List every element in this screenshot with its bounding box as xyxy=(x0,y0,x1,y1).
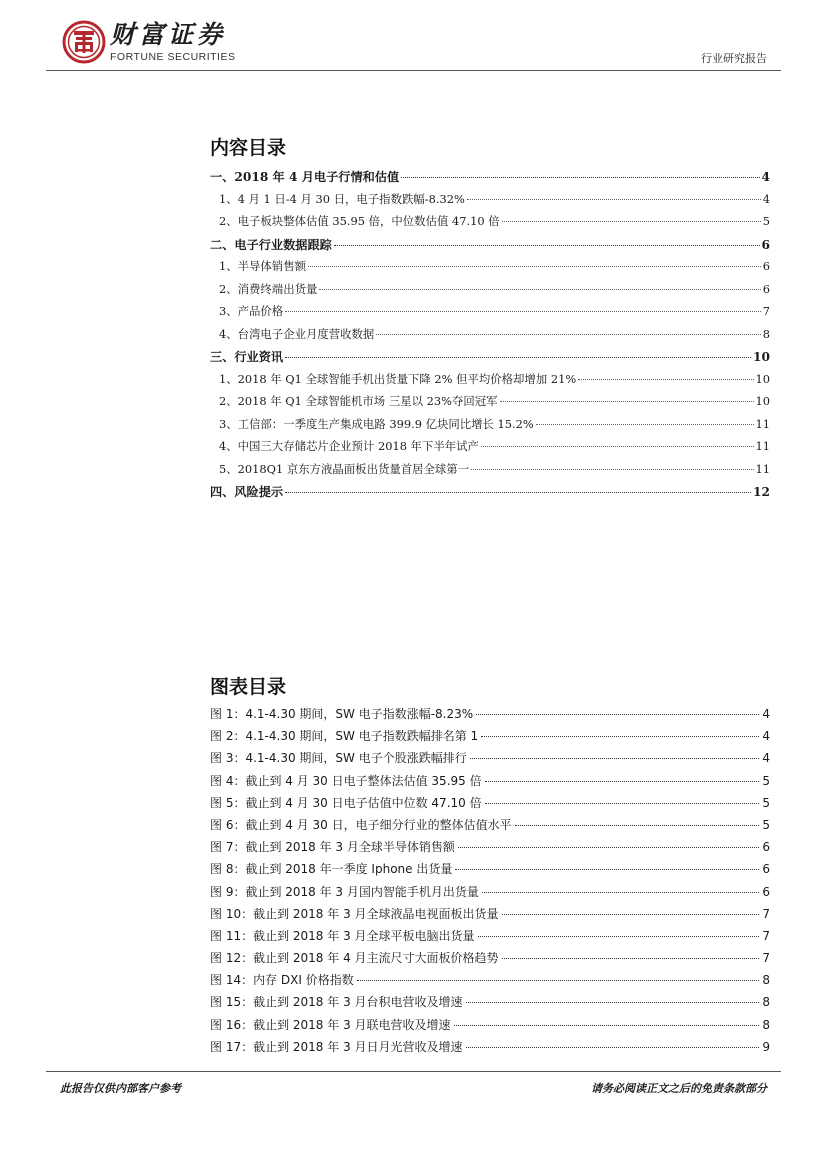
figure-entry-page: 6 xyxy=(762,862,770,877)
figure-entry-page: 7 xyxy=(762,906,770,921)
figure-entry[interactable] xyxy=(210,905,770,927)
toc-subsection-entry-page: 8 xyxy=(762,326,770,341)
figure-entry[interactable] xyxy=(210,883,770,905)
figure-entry-page: 7 xyxy=(762,928,770,943)
figure-entry[interactable] xyxy=(210,794,770,816)
dot-leader xyxy=(334,245,760,246)
toc-subsection-entry-page: 11 xyxy=(755,461,770,476)
toc-subsection-entry[interactable] xyxy=(210,258,770,281)
dot-leader xyxy=(502,221,761,222)
toc-subsection-entry-page: 5 xyxy=(762,214,770,228)
dot-leader xyxy=(500,401,754,402)
header-divider xyxy=(46,70,781,71)
toc-subsection-entry-text: 5、2018Q1 京东方液晶面板出货量首居全球第一 xyxy=(219,461,470,476)
dot-leader xyxy=(578,379,753,380)
brand-name-en: FORTUNE SECURITIES xyxy=(110,51,236,63)
figure-entry[interactable] xyxy=(210,927,770,949)
dot-leader xyxy=(476,714,759,715)
figure-entry[interactable] xyxy=(210,816,770,838)
figure-entry-text: 图 12：截止到 2018 年 4 月主流尺寸大面板价格趋势 xyxy=(210,951,499,966)
dot-leader xyxy=(471,469,753,470)
figure-entry-page: 5 xyxy=(762,773,770,788)
toc-subsection-entry-page: 11 xyxy=(755,416,770,431)
figure-entry-text: 图 10：截止到 2018 年 3 月全球液晶电视面板出货量 xyxy=(210,906,499,921)
dot-leader xyxy=(485,803,760,804)
dot-leader xyxy=(285,357,751,358)
figure-entry[interactable] xyxy=(210,749,770,771)
figure-entry-text: 图 7：截止到 2018 年 3 月全球半导体销售额 xyxy=(210,840,455,855)
toc-subsection-entry[interactable] xyxy=(210,371,770,394)
figure-entry-page: 4 xyxy=(762,729,770,744)
figure-entry-text: 图 14：内存 DXI 价格指数 xyxy=(210,973,354,988)
toc-subsection-entry-page: 4 xyxy=(762,191,770,206)
dot-leader xyxy=(478,936,760,937)
table-of-contents xyxy=(210,168,770,506)
figure-entry[interactable] xyxy=(210,949,770,971)
toc-section-entry[interactable] xyxy=(210,483,770,506)
dot-leader xyxy=(481,446,754,447)
figure-entry-text: 图 9：截止到 2018 年 3 月国内智能手机月出货量 xyxy=(210,884,479,899)
toc-section-entry[interactable] xyxy=(210,168,770,191)
dot-leader xyxy=(455,869,759,870)
toc-subsection-entry-text: 1、半导体销售额 xyxy=(219,259,306,273)
figure-entry-page: 8 xyxy=(762,973,770,988)
toc-subsection-entry-page: 7 xyxy=(762,304,770,318)
figure-entry[interactable] xyxy=(210,727,770,749)
figure-entry-page: 6 xyxy=(762,840,770,855)
toc-subsection-entry[interactable] xyxy=(210,461,770,484)
toc-subsection-entry[interactable] xyxy=(210,191,770,214)
figure-entry-text: 图 11：截止到 2018 年 3 月全球平板电脑出货量 xyxy=(210,928,475,943)
toc-subsection-entry[interactable] xyxy=(210,326,770,349)
footer-disclaimer-left: 此报告仅供内部客户参考 xyxy=(60,1082,181,1095)
figure-entry-text: 图 6：截止到 4 月 30 日，电子细分行业的整体估值水平 xyxy=(210,817,512,832)
dot-leader xyxy=(285,492,751,493)
toc-subsection-entry-text: 2、2018 年 Q1 全球智能机市场 三星以 23%夺回冠军 xyxy=(219,394,498,408)
toc-subsection-entry[interactable] xyxy=(210,303,770,326)
figure-entry-page: 4 xyxy=(762,707,770,721)
toc-section-entry-page: 10 xyxy=(753,350,770,364)
toc-section-entry-text: 四、风险提示 xyxy=(210,485,284,499)
figure-entry[interactable] xyxy=(210,772,770,794)
figure-list xyxy=(210,705,770,1060)
figure-entry[interactable] xyxy=(210,971,770,993)
figure-entry-text: 图 3：4.1-4.30 期间，SW 电子个股涨跌幅排行 xyxy=(210,751,467,766)
figure-entry[interactable] xyxy=(210,838,770,860)
toc-section-entry-page: 4 xyxy=(761,170,770,184)
footer-disclaimer-right: 请务必阅读正文之后的免责条款部分 xyxy=(591,1082,767,1095)
toc-subsection-entry-page: 10 xyxy=(755,371,770,386)
toc-section-entry[interactable] xyxy=(210,348,770,371)
toc-subsection-entry-text: 4、中国三大存储芯片企业预计 2018 年下半年试产 xyxy=(219,439,479,453)
toc-subsection-entry-text: 3、产品价格 xyxy=(219,304,284,318)
toc-subsection-entry-text: 4、台湾电子企业月度营收数据 xyxy=(219,326,375,341)
dot-leader xyxy=(466,1002,760,1003)
figure-entry-text: 图 16：截止到 2018 年 3 月联电营收及增速 xyxy=(210,1017,451,1032)
figure-entry-page: 7 xyxy=(762,951,770,966)
dot-leader xyxy=(467,199,761,200)
figure-entry-page: 8 xyxy=(762,1017,770,1032)
toc-subsection-entry[interactable] xyxy=(210,438,770,461)
dot-leader xyxy=(481,736,759,737)
figure-entry-text: 图 1：4.1-4.30 期间，SW 电子指数涨幅-8.23% xyxy=(210,707,474,721)
figure-entry-page: 9 xyxy=(762,1039,770,1054)
dot-leader xyxy=(482,892,759,893)
dot-leader xyxy=(376,334,760,335)
document-type: 行业研究报告 xyxy=(701,52,767,65)
contents-title: 内容目录 xyxy=(210,137,287,159)
toc-section-entry[interactable] xyxy=(210,236,770,259)
toc-subsection-entry-text: 2、消费终端出货量 xyxy=(219,281,318,296)
toc-section-entry-page: 12 xyxy=(753,485,770,499)
figure-entry-page: 6 xyxy=(762,884,770,899)
figure-entry-text: 图 5：截止到 4 月 30 日电子估值中位数 47.10 倍 xyxy=(210,795,482,810)
figure-entry-page: 4 xyxy=(762,751,770,766)
toc-section-entry-text: 三、行业资讯 xyxy=(210,350,284,364)
toc-subsection-entry-page: 6 xyxy=(762,281,770,296)
dot-leader xyxy=(458,847,759,848)
toc-subsection-entry-text: 2、电子板块整体估值 35.95 倍，中位数估值 47.10 倍 xyxy=(219,214,500,228)
toc-subsection-entry[interactable] xyxy=(210,213,770,236)
dot-leader xyxy=(308,266,761,267)
figure-entry-text: 图 2：4.1-4.30 期间，SW 电子指数跌幅排名第 1 xyxy=(210,729,479,744)
figure-entry[interactable] xyxy=(210,1038,770,1060)
figure-entry[interactable] xyxy=(210,1016,770,1038)
figure-entry[interactable] xyxy=(210,705,770,727)
toc-subsection-entry[interactable] xyxy=(210,281,770,304)
toc-subsection-entry-text: 1、2018 年 Q1 全球智能手机出货量下降 2% 但平均价格却增加 21% xyxy=(219,371,577,386)
toc-subsection-entry-text: 3、工信部：一季度生产集成电路 399.9 亿块同比增长 15.2% xyxy=(219,416,534,431)
dot-leader xyxy=(502,914,760,915)
figure-entry[interactable] xyxy=(210,860,770,882)
toc-subsection-entry[interactable] xyxy=(210,416,770,439)
figure-entry-text: 图 17：截止到 2018 年 3 月日月光营收及增速 xyxy=(210,1039,463,1054)
dot-leader xyxy=(515,825,760,826)
toc-subsection-entry-page: 10 xyxy=(755,394,770,408)
figure-entry-page: 5 xyxy=(762,795,770,810)
dot-leader xyxy=(454,1025,760,1026)
fortune-seal-icon xyxy=(62,20,106,64)
figure-entry-text: 图 8：截止到 2018 年一季度 Iphone 出货量 xyxy=(210,862,453,877)
toc-subsection-entry-text: 1、4 月 1 日-4 月 30 日，电子指数跌幅-8.32% xyxy=(219,191,465,206)
dot-leader xyxy=(357,980,760,981)
figure-entry-text: 图 15：截止到 2018 年 3 月台积电营收及增速 xyxy=(210,995,463,1010)
dot-leader xyxy=(470,758,760,759)
brand-name-cn: 财富证券 xyxy=(110,20,227,49)
dot-leader xyxy=(319,289,760,290)
toc-section-entry-text: 二、电子行业数据跟踪 xyxy=(210,237,332,252)
toc-section-entry-page: 6 xyxy=(761,237,770,252)
figure-entry-page: 5 xyxy=(762,817,770,832)
dot-leader xyxy=(502,958,760,959)
footer-divider xyxy=(46,1071,781,1072)
figures-title: 图表目录 xyxy=(210,676,287,698)
dot-leader xyxy=(485,781,760,782)
dot-leader xyxy=(466,1047,760,1048)
brand-logo xyxy=(62,20,235,64)
toc-subsection-entry-page: 11 xyxy=(755,439,770,453)
dot-leader xyxy=(401,177,759,178)
figure-entry-text: 图 4：截止到 4 月 30 日电子整体法估值 35.95 倍 xyxy=(210,773,482,788)
figure-entry[interactable] xyxy=(210,993,770,1015)
toc-section-entry-text: 一、2018 年 4 月电子行情和估值 xyxy=(210,170,400,184)
page-header xyxy=(0,0,827,72)
dot-leader xyxy=(285,311,761,312)
toc-subsection-entry-page: 6 xyxy=(762,259,770,273)
dot-leader xyxy=(536,424,754,425)
toc-subsection-entry[interactable] xyxy=(210,393,770,416)
figure-entry-page: 8 xyxy=(762,995,770,1010)
